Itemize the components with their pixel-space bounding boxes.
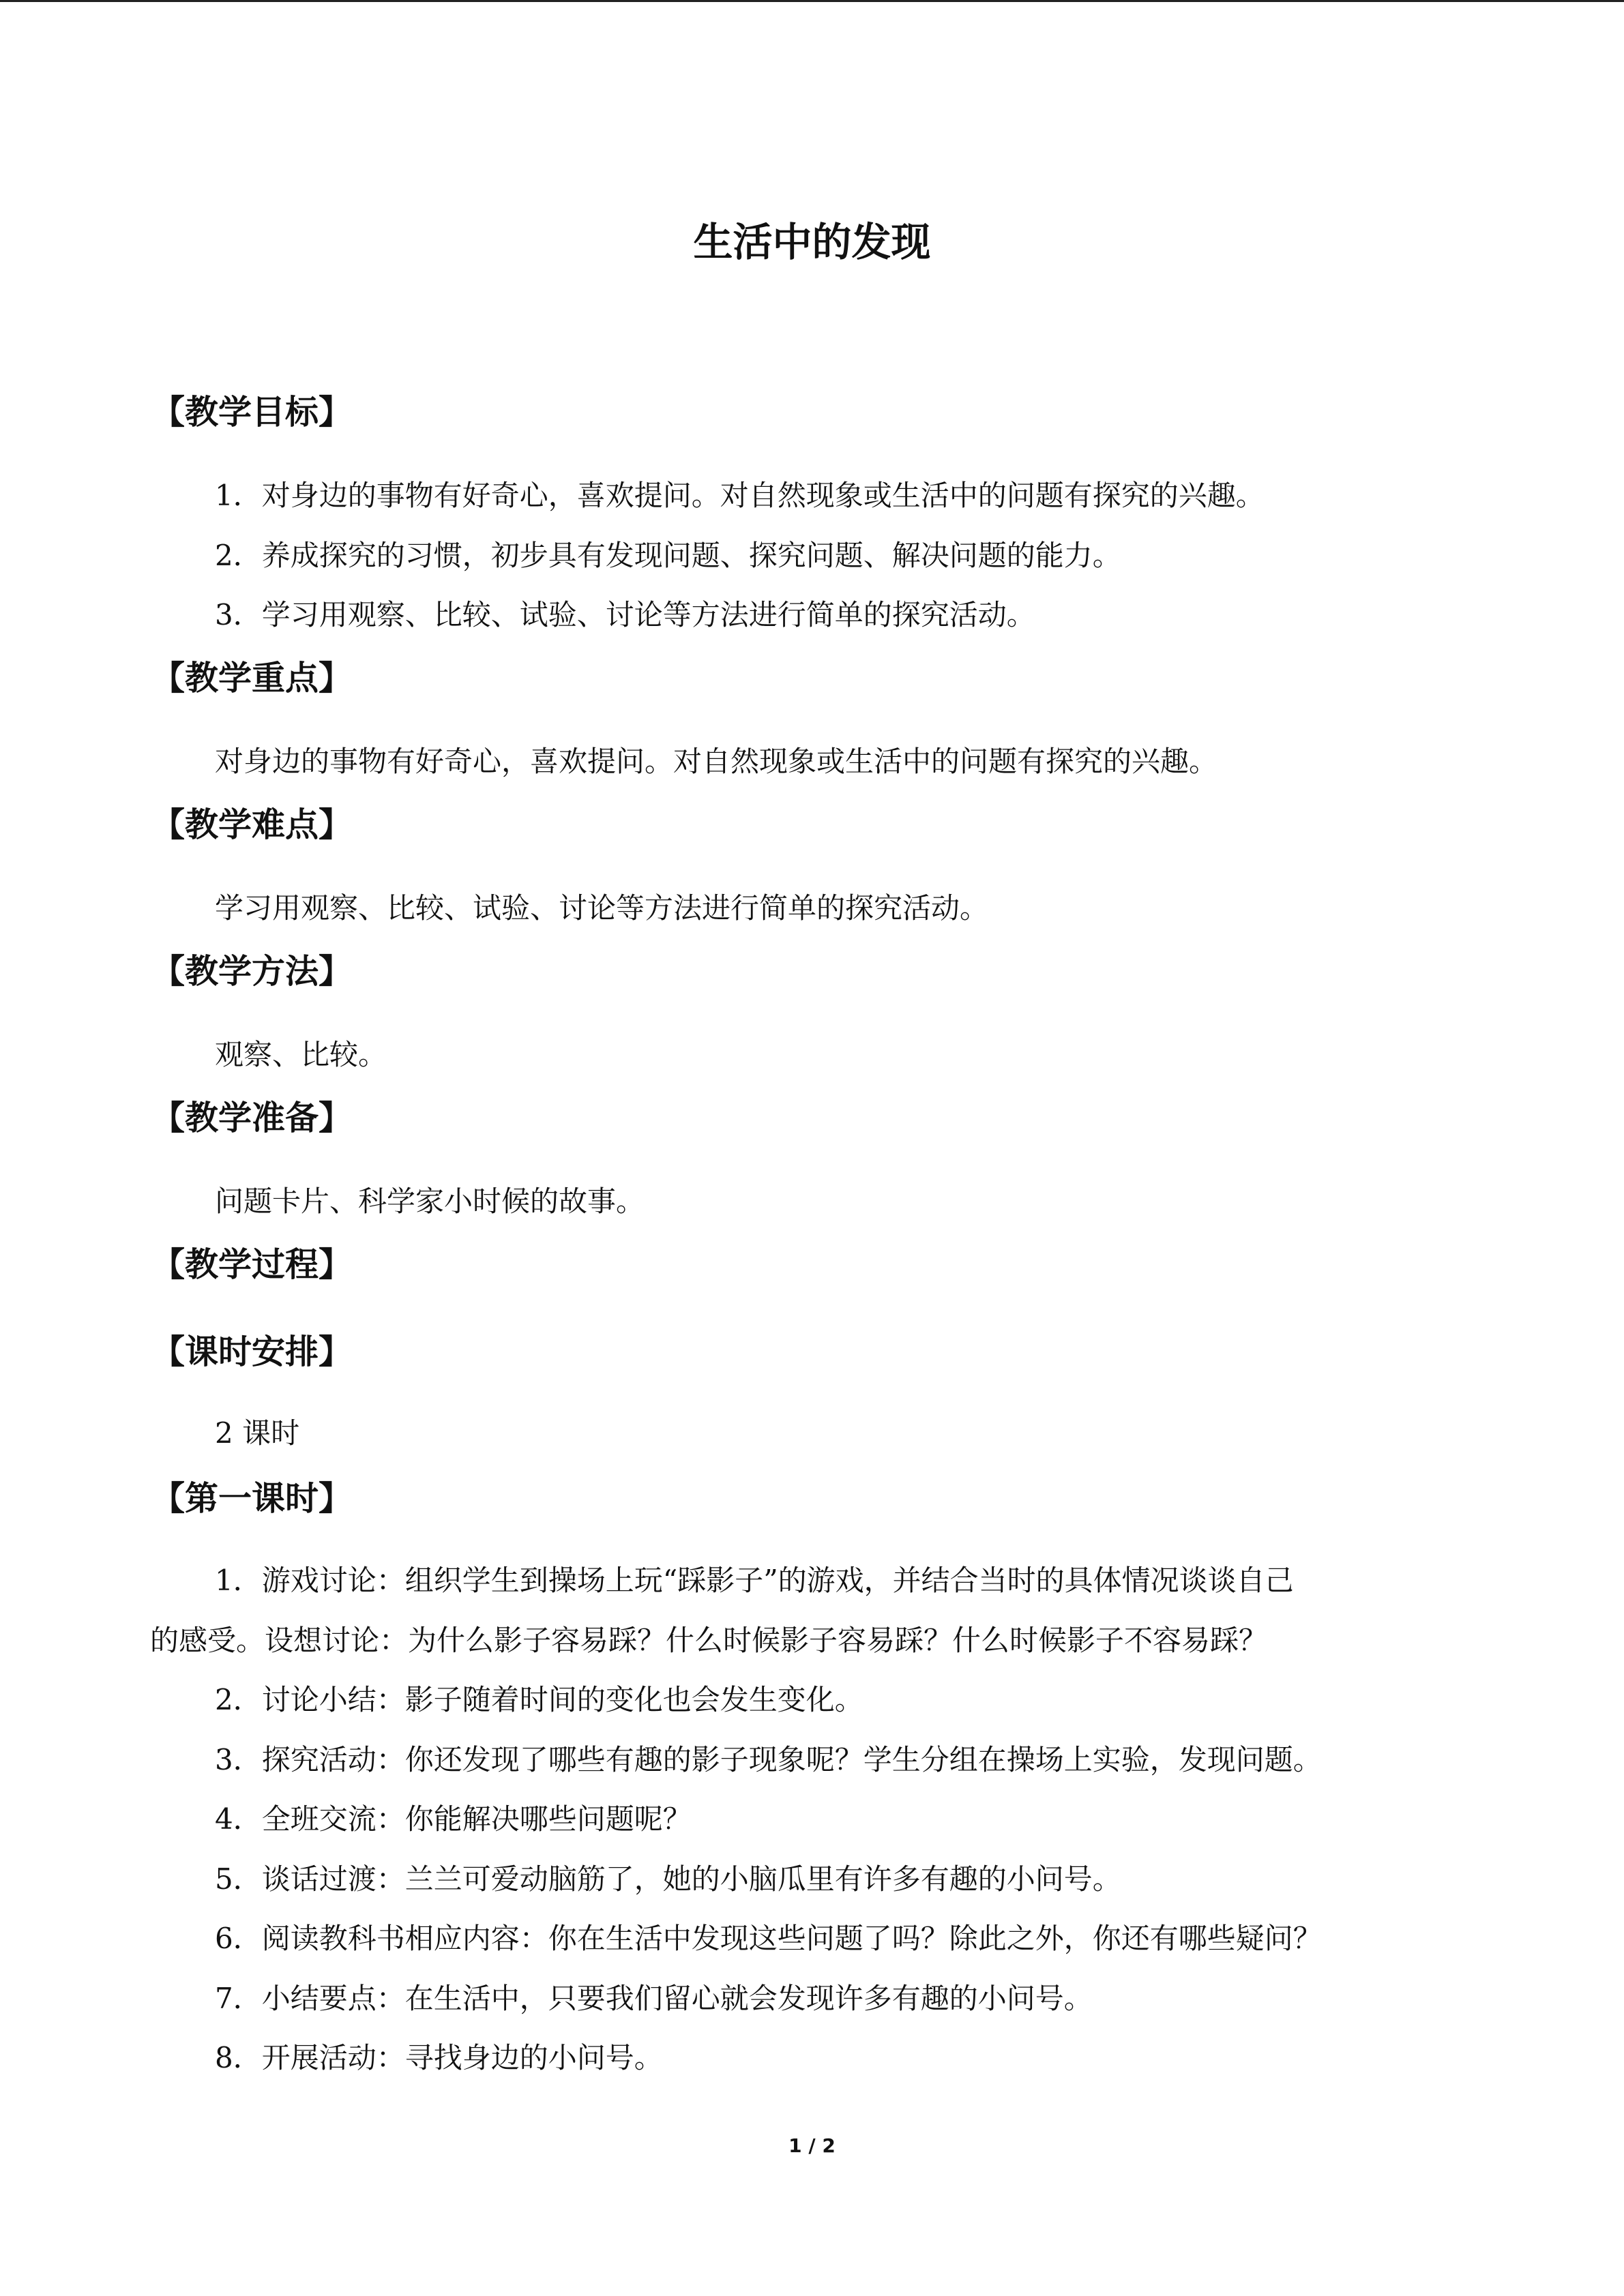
item-number: 6． (215, 1922, 262, 1955)
heading-key-points: 【教学重点】 (151, 659, 353, 698)
heading-objectives: 【教学目标】 (151, 393, 353, 432)
item-number: 3． (215, 598, 262, 631)
item-number: 1． (215, 1564, 262, 1597)
document-title: 生活中的发现 (693, 219, 931, 265)
heading-methods: 【教学方法】 (151, 952, 353, 991)
item-number: 7． (215, 1982, 262, 2015)
lesson1-item-5 (215, 1859, 1121, 1900)
heading-lesson-1: 【第一课时】 (151, 1479, 353, 1518)
item-text: 对身边的事物有好奇心，喜欢提问。对自然现象或生活中的问题有探究的兴趣。 (261, 479, 1265, 512)
key-points-text: 对身边的事物有好奇心，喜欢提问。对自然现象或生活中的问题有探究的兴趣。 (215, 745, 1218, 778)
page-indicator: 1 / 2 (788, 2134, 836, 2157)
item-number: 1． (215, 479, 262, 512)
difficulties-text: 学习用观察、比较、试验、讨论等方法进行简单的探究活动。 (215, 891, 989, 925)
lesson1-item-8 (215, 2038, 663, 2078)
page-top-border (0, 0, 1624, 2)
heading-process: 【教学过程】 (151, 1245, 353, 1284)
heading-preparation: 【教学准备】 (151, 1099, 353, 1137)
objective-item-3 (215, 595, 1035, 636)
item-number: 2． (215, 1683, 262, 1716)
item-text: 开展活动：寻找身边的小问号。 (261, 2041, 663, 2074)
item-text: 养成探究的习惯，初步具有发现问题、探究问题、解决问题的能力。 (261, 539, 1121, 572)
item-text: 阅读教科书相应内容：你在生活中发现这些问题了吗？除此之外，你还有哪些疑问？ (261, 1922, 1322, 1955)
lesson1-item-2 (215, 1680, 863, 1720)
item-number: 2． (215, 539, 262, 572)
heading-schedule: 【课时安排】 (151, 1332, 353, 1371)
lesson1-item-7 (215, 1978, 1093, 2019)
schedule-text: 2 课时 (215, 1416, 300, 1450)
methods-text: 观察、比较。 (215, 1038, 387, 1071)
item-text: 探究活动：你还发现了哪些有趣的影子现象呢？学生分组在操场上实验，发现问题。 (261, 1743, 1322, 1776)
lesson1-item-4 (215, 1799, 692, 1840)
lesson1-item-1-line-2: 的感受。设想讨论：为什么影子容易踩？什么时候影子容易踩？什么时候影子不容易踩？ (150, 1624, 1268, 1657)
item-number: 8． (215, 2041, 262, 2074)
item-text: 讨论小结：影子随着时间的变化也会发生变化。 (261, 1683, 863, 1716)
lesson1-item-3 (215, 1740, 1322, 1780)
heading-difficulties: 【教学难点】 (151, 805, 353, 844)
lesson1-item-6 (215, 1918, 1322, 1959)
lesson1-item-1-line-1 (215, 1560, 1294, 1601)
objective-item-2 (215, 535, 1121, 576)
item-text: 游戏讨论：组织学生到操场上玩“踩影子”的游戏，并结合当时的具体情况谈谈自己 (261, 1564, 1294, 1597)
item-text: 谈话过渡：兰兰可爱动脑筋了，她的小脑瓜里有许多有趣的小问号。 (261, 1862, 1121, 1896)
item-text: 小结要点：在生活中，只要我们留心就会发现许多有趣的小问号。 (261, 1982, 1093, 2015)
objective-item-1 (215, 475, 1265, 516)
preparation-text: 问题卡片、科学家小时候的故事。 (215, 1184, 645, 1218)
item-number: 5． (215, 1862, 262, 1896)
item-text: 学习用观察、比较、试验、讨论等方法进行简单的探究活动。 (261, 598, 1035, 631)
item-text: 全班交流：你能解决哪些问题呢？ (261, 1802, 692, 1836)
item-number: 4． (215, 1802, 262, 1836)
item-number: 3． (215, 1743, 262, 1776)
